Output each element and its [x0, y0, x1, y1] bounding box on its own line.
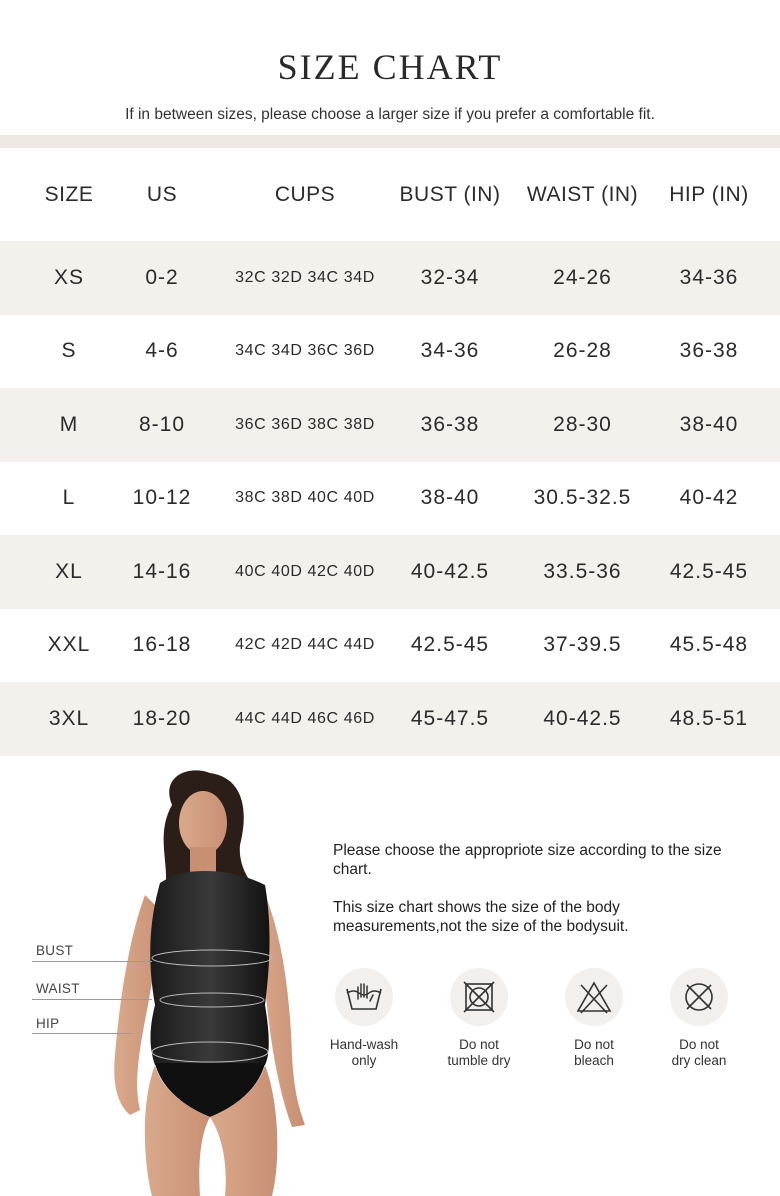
care-label — [424, 1037, 534, 1069]
table-cell: 24-26 — [553, 265, 612, 289]
table-cell: XL — [55, 559, 83, 583]
column-header: US — [146, 182, 178, 206]
care-label-line: Do not — [574, 1037, 614, 1052]
care-item-no-bleach — [539, 968, 649, 1069]
table-cell: 30.5-32.5 — [533, 486, 632, 510]
table-row — [0, 462, 780, 536]
no-bleach-icon — [565, 968, 623, 1026]
size-note: Please choose the approprіote size according to the size chart. — [333, 842, 722, 878]
table-cell: 33.5-36 — [543, 559, 622, 583]
table-cell: 36C 36D 38C 38D — [235, 415, 375, 433]
care-item-no-dry-clean — [644, 968, 754, 1069]
table-cell: 16-18 — [132, 633, 192, 657]
table-cell: 4-6 — [145, 339, 179, 363]
table-cell: 34-36 — [679, 265, 739, 289]
care-label-line: only — [351, 1053, 377, 1068]
table-cell: 40-42.5 — [543, 706, 622, 730]
table-cell: M — [59, 412, 79, 436]
care-label-line: Do not — [679, 1037, 719, 1052]
table-cell: 8-10 — [138, 412, 186, 436]
hip-line — [32, 1033, 132, 1034]
page-title: SIZE CHART — [277, 47, 503, 87]
table-cell: 45-47.5 — [410, 706, 490, 730]
table-cell: 44C 44D 46C 46D — [235, 709, 375, 727]
table-cell: 0-2 — [145, 265, 179, 289]
care-label — [309, 1037, 419, 1069]
table-cell: 42.5-45 — [410, 633, 490, 657]
table-cell: 34-36 — [420, 339, 480, 363]
table-cell: 14-16 — [132, 559, 192, 583]
table-row — [0, 682, 780, 756]
waist-line — [32, 999, 152, 1000]
table-cell: 18-20 — [132, 706, 192, 730]
table-cell: 38C 38D 40C 40D — [235, 489, 375, 507]
column-header: BUST (IN) — [399, 182, 501, 206]
column-header: WAIST (IN) — [526, 182, 639, 206]
table-cell: 10-12 — [132, 486, 192, 510]
table-cell: S — [61, 339, 77, 363]
care-item-no-tumble-dry — [424, 968, 534, 1069]
no-dry-clean-icon — [670, 968, 728, 1026]
table-cell: 38-40 — [420, 486, 480, 510]
table-cell: 38-40 — [679, 412, 739, 436]
table-cell: 48.5-51 — [669, 706, 749, 730]
table-cell: 34C 34D 36C 36D — [235, 342, 375, 360]
waist-label: WAIST — [36, 981, 80, 996]
table-cell: L — [62, 486, 76, 510]
table-cell: 26-28 — [553, 339, 612, 363]
table-cell: 40-42.5 — [410, 559, 490, 583]
table-row — [0, 388, 780, 462]
no-tumble-dry-icon — [450, 968, 508, 1026]
measurement-note: This size chart shows the size of the body measurements,not the size of the bodysuit. — [333, 899, 629, 935]
care-label-line: bleach — [574, 1053, 614, 1068]
divider-band — [0, 135, 780, 148]
care-label — [539, 1037, 649, 1069]
table-row — [0, 241, 780, 315]
column-header: CUPS — [274, 182, 336, 206]
table-cell: 42.5-45 — [669, 559, 749, 583]
table-row — [0, 609, 780, 683]
care-label-line: tumble dry — [447, 1053, 511, 1068]
size-table — [0, 148, 780, 756]
bust-label: BUST — [36, 943, 74, 958]
table-cell: 32-34 — [420, 265, 480, 289]
table-cell: 42C 42D 44C 44D — [235, 636, 375, 654]
table-cell: 28-30 — [553, 412, 612, 436]
bust-line — [32, 961, 152, 962]
table-cell: 40C 40D 42C 40D — [235, 562, 375, 580]
table-cell: 32C 32D 34C 34D — [235, 268, 375, 286]
table-cell: 40-42 — [679, 486, 739, 510]
care-label-line: Hand-wash — [329, 1037, 399, 1052]
hip-label: HIP — [36, 1016, 60, 1031]
table-cell: 45.5-48 — [669, 633, 749, 657]
hand-wash-icon — [335, 968, 393, 1026]
table-cell: 37-39.5 — [543, 633, 622, 657]
table-cell: XXL — [47, 633, 91, 657]
table-row — [0, 535, 780, 609]
care-label-line: Do not — [459, 1037, 499, 1052]
care-label — [644, 1037, 754, 1069]
page-subtitle: If in between sizes, please choose a larger size if you prefer a comfortable fit. — [125, 106, 655, 123]
table-row — [0, 315, 780, 389]
table-cell: XS — [53, 265, 84, 289]
care-label-line: dry clean — [671, 1053, 727, 1068]
table-cell: 36-38 — [420, 412, 480, 436]
column-header: SIZE — [44, 182, 94, 206]
table-cell: 3XL — [48, 706, 90, 730]
column-header: HIP (IN) — [669, 182, 749, 206]
table-cell: 36-38 — [679, 339, 739, 363]
care-item-hand-wash — [309, 968, 419, 1069]
table-header-row — [0, 148, 780, 241]
